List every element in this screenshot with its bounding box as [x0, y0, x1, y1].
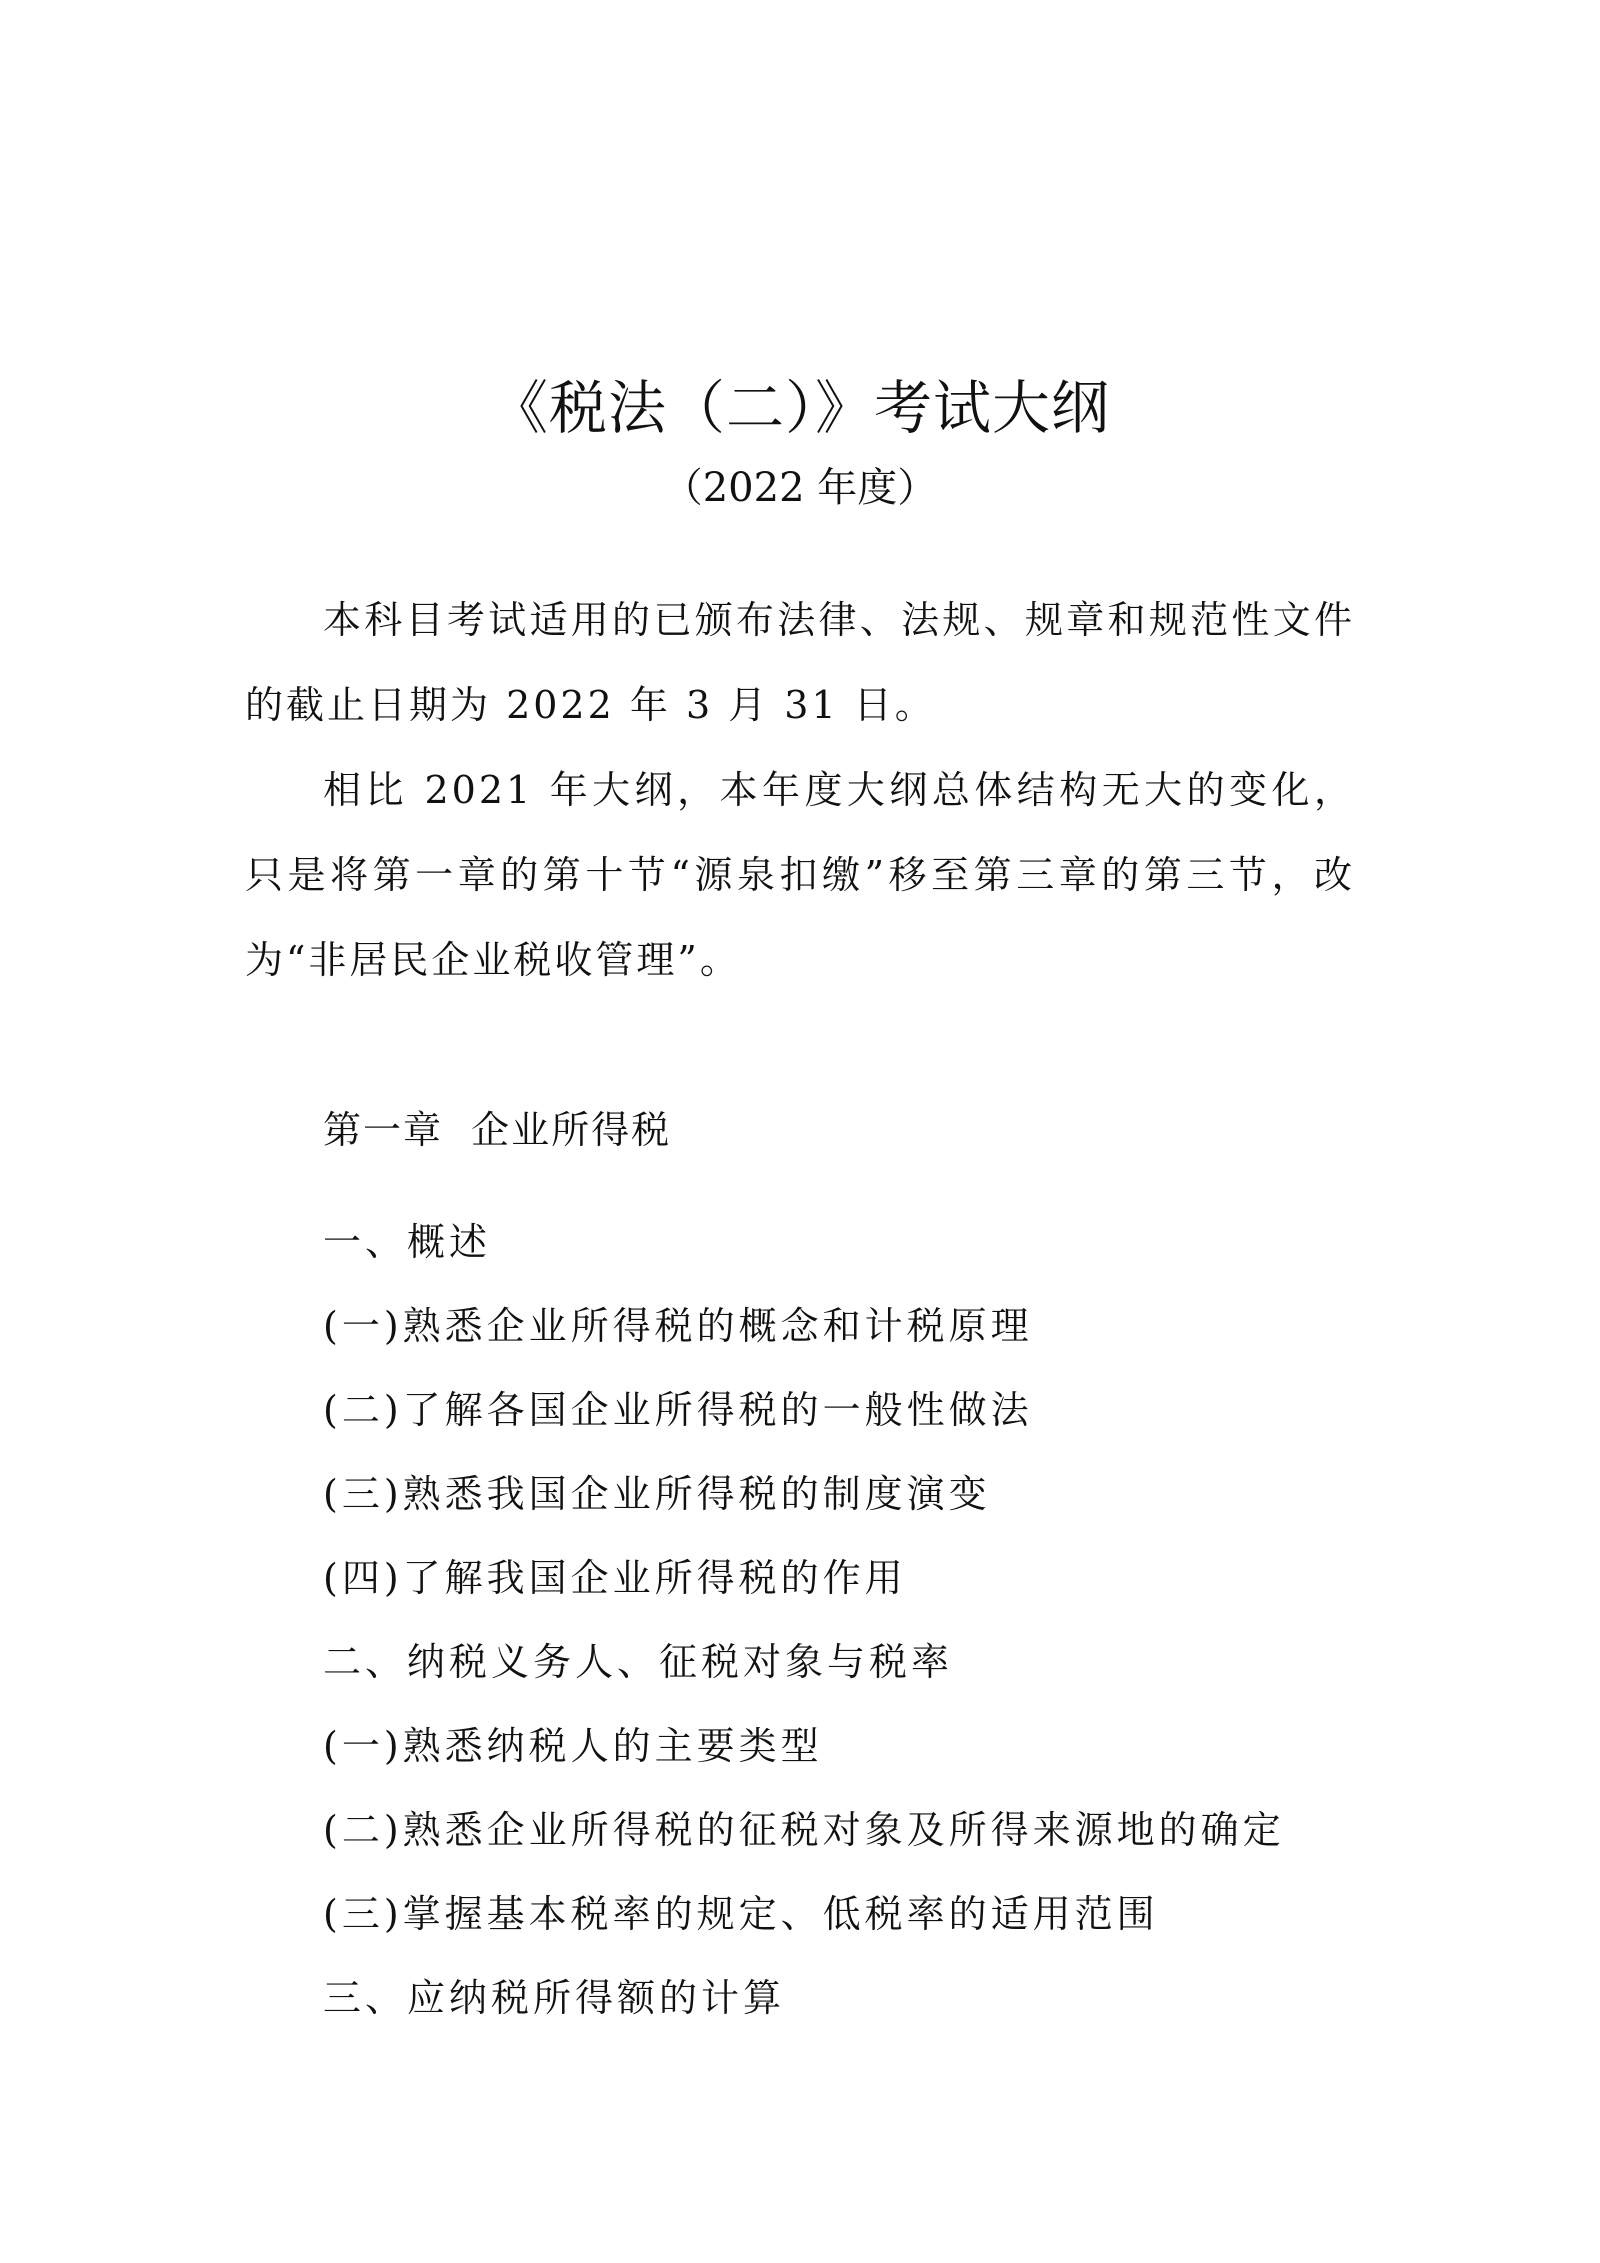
document-subtitle: （2022 年度）	[662, 465, 938, 511]
outline-item: (一)熟悉纳税人的主要类型	[323, 1724, 823, 1768]
outline-item: (一)熟悉企业所得税的概念和计税原理	[323, 1304, 1033, 1348]
chapter-heading: 第一章 企业所得税	[323, 1108, 672, 1152]
outline-item: (三)掌握基本税率的规定、低税率的适用范围	[323, 1892, 1159, 1936]
intro-paragraph-cutoff-date: 本科目考试适用的已颁布法律、法规、规章和规范性文件的截止日期为 2022 年 3 月 31 日。	[245, 598, 1355, 727]
outline-item: (二)熟悉企业所得税的征税对象及所得来源地的确定	[323, 1808, 1285, 1852]
outline-item: (三)熟悉我国企业所得税的制度演变	[323, 1472, 991, 1516]
outline-item: (二)了解各国企业所得税的一般性做法	[323, 1388, 1033, 1432]
document-title: 《税法（二）》考试大纲	[489, 374, 1110, 442]
outline-item: (四)了解我国企业所得税的作用	[323, 1556, 907, 1600]
outline-item: 二、纳税义务人、征税对象与税率	[323, 1640, 954, 1684]
outline-item: 一、概述	[323, 1220, 492, 1264]
intro-paragraph-changes: 相比 2021 年大纲，本年度大纲总体结构无大的变化，只是将第一章的第十节“源泉扣缴”移至第三章的第三节，改为“非居民企业税收管理”。	[245, 768, 1355, 982]
outline-item: 三、应纳税所得额的计算	[323, 1976, 786, 2020]
outline-list	[323, 1200, 1285, 2040]
